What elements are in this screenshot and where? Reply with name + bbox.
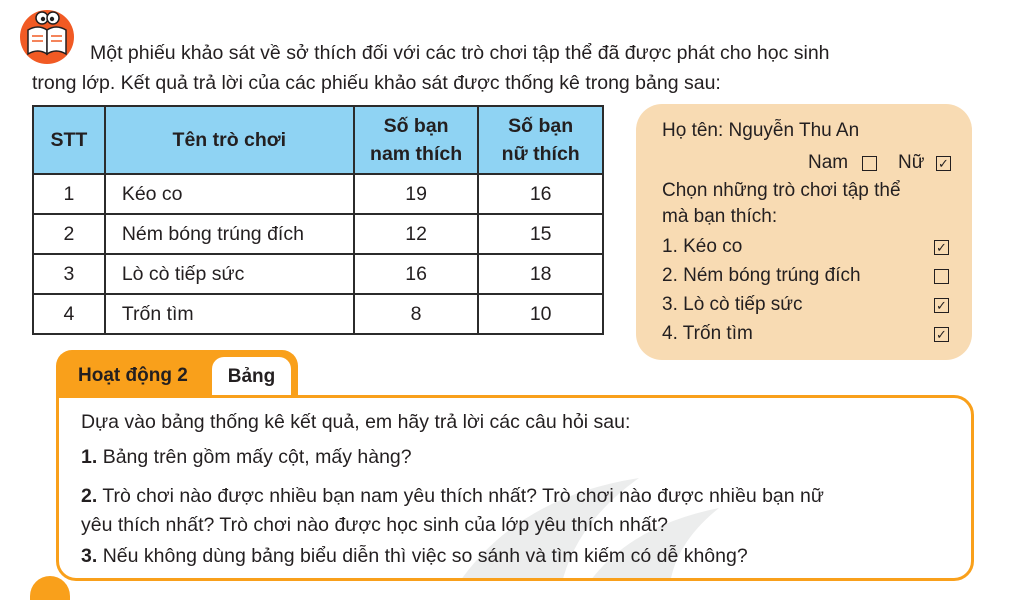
survey-form-card bbox=[636, 104, 972, 360]
cell-stt: 3 bbox=[33, 254, 105, 294]
header-boys bbox=[354, 106, 479, 174]
cell-stt: 2 bbox=[33, 214, 105, 254]
activity-box bbox=[56, 395, 974, 581]
header-girls bbox=[478, 106, 603, 174]
male-checkbox[interactable] bbox=[862, 156, 877, 171]
form-name-line: Họ tên: Nguyễn Thu An bbox=[662, 120, 860, 141]
cell-stt: 4 bbox=[33, 294, 105, 334]
option-label: 4. Trốn tìm bbox=[662, 323, 753, 344]
cell-girls: 10 bbox=[478, 294, 603, 334]
cell-stt: 1 bbox=[33, 174, 105, 214]
question-2 bbox=[81, 482, 961, 540]
cell-girls: 16 bbox=[478, 174, 603, 214]
option-checkbox[interactable] bbox=[934, 269, 949, 284]
option-label: 2. Ném bóng trúng đích bbox=[662, 265, 861, 286]
tab-table: Bảng bbox=[212, 357, 291, 397]
question-1 bbox=[81, 443, 961, 472]
header-boys-line2: nam thích bbox=[370, 143, 463, 165]
intro-line-1: Một phiếu khảo sát về sở thích đối với các trò chơi tập thể đã được phát cho học sinh bbox=[90, 42, 830, 64]
intro-line-2: trong lớp. Kết quả trả lời của các phiếu khảo sát được thống kê trong bảng sau: bbox=[32, 72, 721, 94]
survey-results-table bbox=[32, 105, 604, 335]
question-3-number: 3. bbox=[81, 545, 98, 567]
cell-girls: 18 bbox=[478, 254, 603, 294]
cell-game-name: Trốn tìm bbox=[105, 294, 354, 334]
header-girls-line1: Số bạn bbox=[508, 115, 574, 137]
question-3-text: Nếu không dùng bảng biểu diễn thì việc so sánh và tìm kiếm có dễ không? bbox=[102, 545, 748, 567]
cell-boys: 16 bbox=[354, 254, 479, 294]
form-question-line2: mà bạn thích: bbox=[662, 206, 778, 227]
question-3 bbox=[81, 542, 961, 571]
cell-boys: 19 bbox=[354, 174, 479, 214]
cell-game-name: Kéo co bbox=[105, 174, 354, 214]
question-1-number: 1. bbox=[81, 446, 98, 468]
header-girls-line2: nữ thích bbox=[501, 143, 580, 165]
cell-game-name: Ném bóng trúng đích bbox=[105, 214, 354, 254]
intro-paragraph bbox=[32, 38, 992, 98]
header-boys-line1: Số bạn bbox=[383, 115, 449, 137]
activity-prompt: Dựa vào bảng thống kê kết quả, em hãy trả lời các câu hỏi sau: bbox=[81, 411, 631, 433]
option-checkbox[interactable]: ✓ bbox=[934, 240, 949, 255]
cell-boys: 12 bbox=[354, 214, 479, 254]
option-checkbox[interactable]: ✓ bbox=[934, 327, 949, 342]
female-label: Nữ bbox=[898, 152, 925, 173]
table-row bbox=[33, 174, 603, 214]
male-label: Nam bbox=[808, 152, 849, 173]
cell-boys: 8 bbox=[354, 294, 479, 334]
cell-game-name: Lò cò tiếp sức bbox=[105, 254, 354, 294]
table-row bbox=[33, 214, 603, 254]
activity-title: Hoạt động 2 bbox=[78, 365, 188, 386]
question-2-number: 2. bbox=[81, 485, 98, 507]
table-row bbox=[33, 294, 603, 334]
bottom-corner-decoration bbox=[30, 576, 70, 600]
option-label: 3. Lò cò tiếp sức bbox=[662, 294, 803, 315]
female-checkbox[interactable]: ✓ bbox=[936, 156, 951, 171]
question-1-text: Bảng trên gồm mấy cột, mấy hàng? bbox=[102, 446, 412, 468]
header-stt: STT bbox=[33, 106, 105, 174]
table-header-row bbox=[33, 106, 603, 174]
question-2-line1: Trò chơi nào được nhiều bạn nam yêu thích nhất? Trò chơi nào được nhiều bạn nữ bbox=[102, 485, 824, 507]
table-row bbox=[33, 254, 603, 294]
form-question-line1: Chọn những trò chơi tập thể bbox=[662, 180, 901, 201]
question-2-line2: yêu thích nhất? Trò chơi nào được học sinh của lớp yêu thích nhất? bbox=[81, 514, 668, 536]
cell-girls: 15 bbox=[478, 214, 603, 254]
option-label: 1. Kéo co bbox=[662, 236, 743, 257]
header-game-name: Tên trò chơi bbox=[105, 106, 354, 174]
option-checkbox[interactable]: ✓ bbox=[934, 298, 949, 313]
